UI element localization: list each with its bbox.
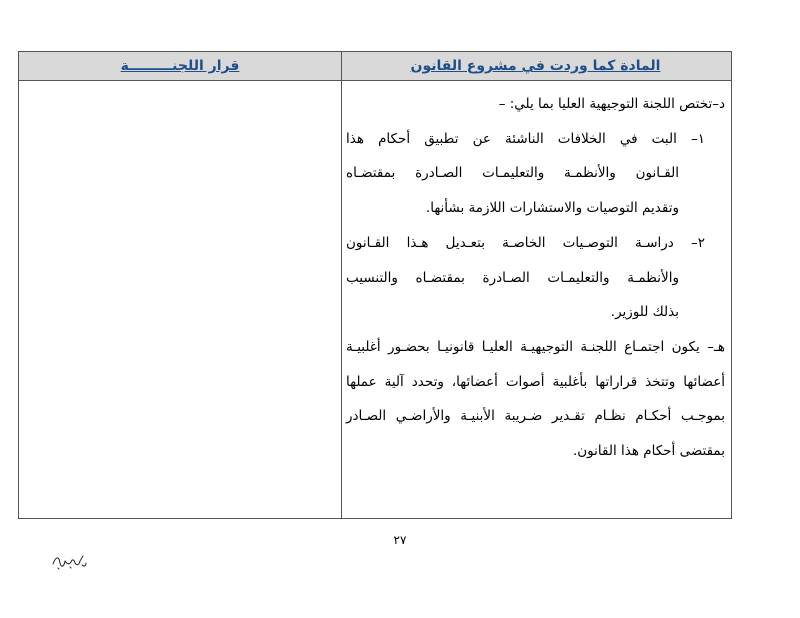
- article-line: ١– البت في الخلافات الناشئة عن تطبيق أحكام هذا: [346, 130, 705, 147]
- signature-mark: [50, 550, 88, 572]
- page-number: ٢٧: [393, 533, 407, 547]
- decision-cell: [19, 81, 341, 518]
- header-article-column: المادة كما وردت في مشروع القانون: [410, 58, 661, 74]
- article-line: بموجـب أحكـام نظـام تقـدير ضـريبة الأبنيـة والأراضـي الصـادر: [346, 408, 725, 425]
- table-header-row: [19, 52, 731, 81]
- article-line: ٢– دراسـة التوصـيات الخاصـة بتعـديل هـذا القـانون: [346, 234, 705, 251]
- article-line: القـانون والأنظمـة والتعليمـات الصـادرة بمقتضـاه: [346, 165, 679, 182]
- article-line: وتقديم التوصيات والاستشارات اللازمة بشأنها.: [425, 200, 679, 217]
- document-table: [18, 51, 732, 519]
- article-line: د–تختص اللجنة التوجيهية العليا بما يلي: –: [498, 96, 725, 112]
- article-line: بذلك للوزير.: [610, 304, 679, 321]
- article-line: بمقتضى أحكام هذا القانون.: [572, 443, 725, 460]
- article-line: هـ– يكون اجتمـاع اللجنـة التوجيهيـة العليـا قانونيـا بحضـور أغلبيـة: [346, 338, 725, 355]
- article-line: والأنظمـة والتعليمـات الصـادرة بمقتضـاه والتنسيب: [346, 269, 679, 286]
- article-text-cell: [340, 81, 731, 518]
- article-line: أعضائها وتتخذ قراراتها بأغلبية أصوات أعضائها، وتحدد آلية عملها: [346, 373, 725, 390]
- header-decision-column: قرار اللجنـــــــــة: [120, 58, 240, 74]
